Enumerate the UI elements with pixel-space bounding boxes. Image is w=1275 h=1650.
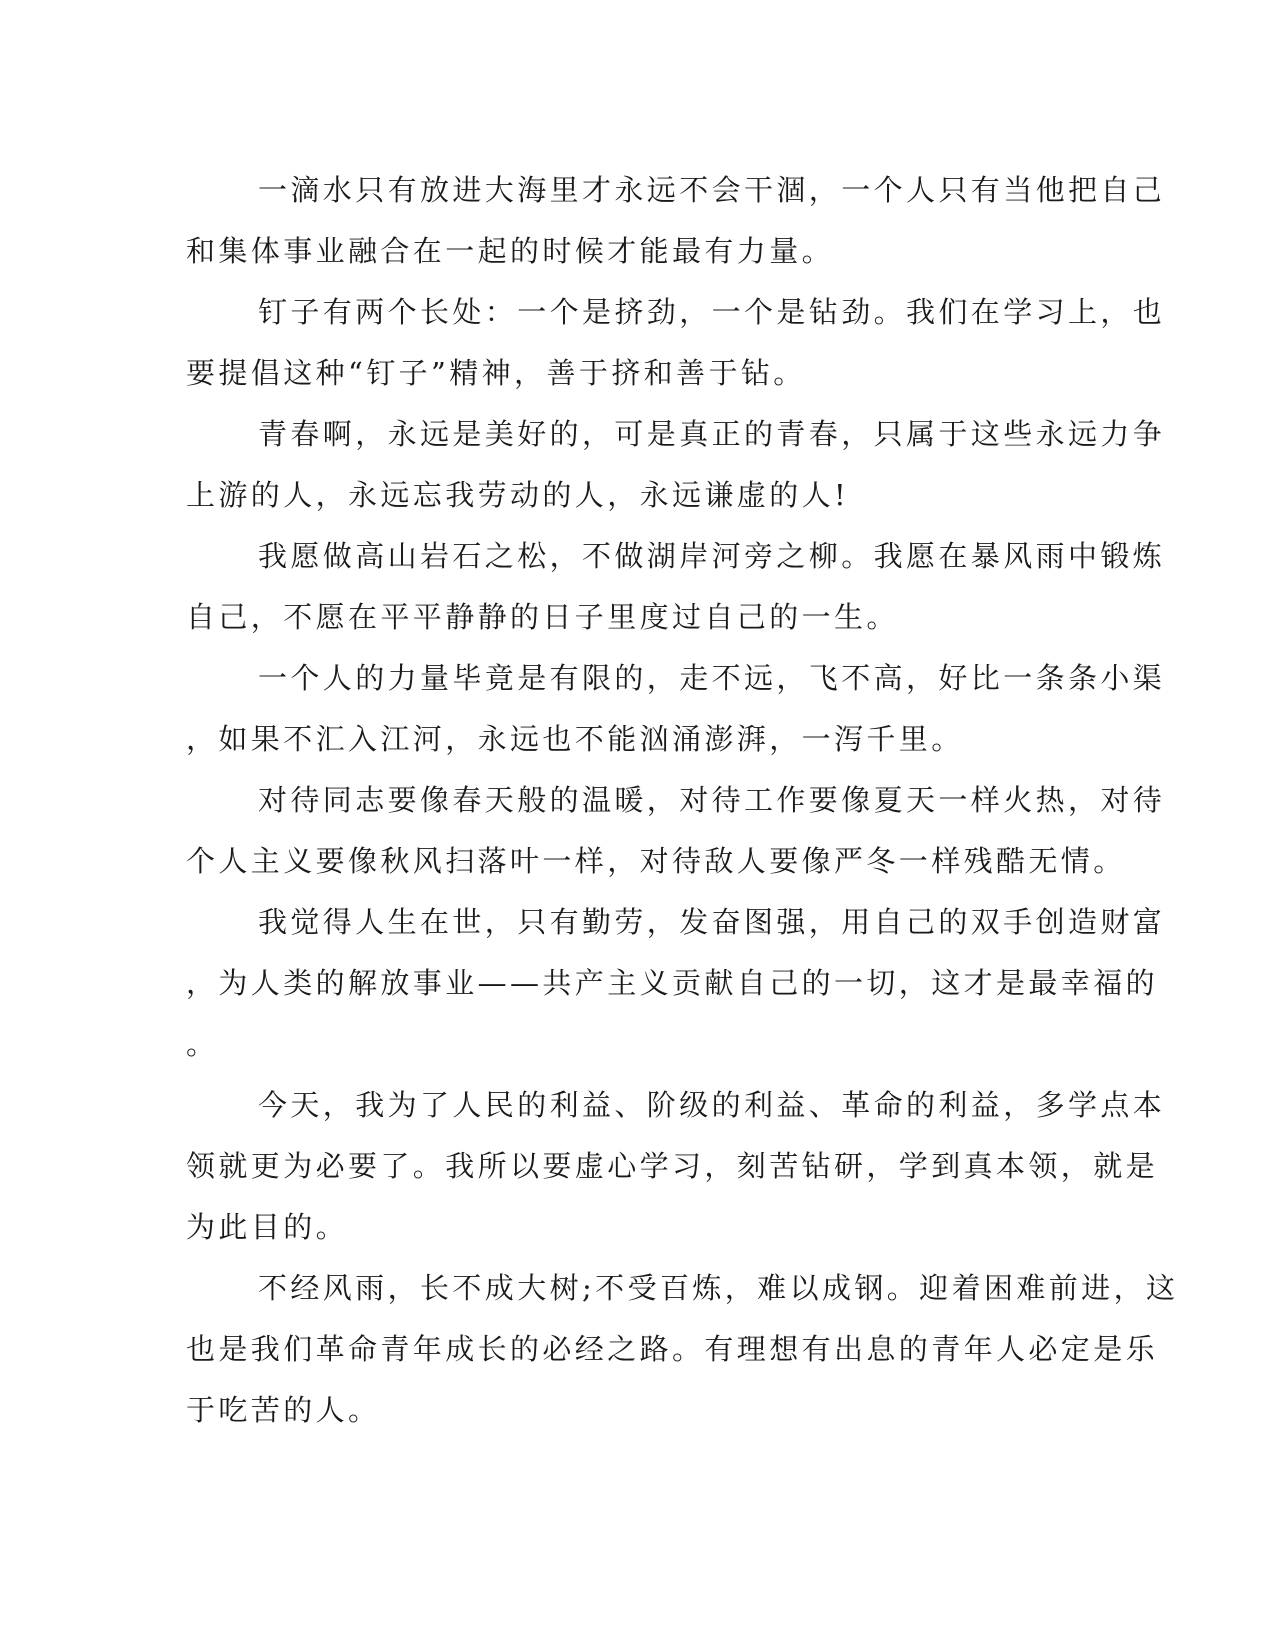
paragraph-line: 要提倡这种“钉子”精神，善于挤和善于钻。 xyxy=(186,356,806,390)
paragraph-line: ，如果不汇入江河，永远也不能汹涌澎湃，一泻千里。 xyxy=(186,722,964,756)
paragraph-line: 我愿做高山岩石之松，不做湖岸河旁之柳。我愿在暴风雨中锻炼 xyxy=(258,539,1166,573)
paragraph-line: 对待同志要像春天般的温暖，对待工作要像夏天一样火热，对待 xyxy=(258,783,1166,817)
paragraph-line: 不经风雨，长不成大树;不受百炼，难以成钢。迎着困难前进，这 xyxy=(258,1271,1179,1305)
paragraph-4 xyxy=(186,526,1166,648)
paragraph-line: 和集体事业融合在一起的时候才能最有力量。 xyxy=(186,234,835,268)
paragraph-line: 为此目的。 xyxy=(186,1210,349,1244)
paragraph-6 xyxy=(186,770,1166,892)
paragraph-8 xyxy=(186,1075,1166,1258)
paragraph-line: 个人主义要像秋风扫落叶一样，对待敌人要像严冬一样残酷无情。 xyxy=(186,844,1126,878)
paragraph-3 xyxy=(186,404,1166,526)
paragraph-line: 一滴水只有放进大海里才永远不会干涸，一个人只有当他把自己 xyxy=(258,173,1166,207)
paragraph-line: 一个人的力量毕竟是有限的，走不远，飞不高，好比一条条小渠 xyxy=(258,661,1166,695)
paragraph-line: 。 xyxy=(186,1027,219,1061)
paragraph-line: 上游的人，永远忘我劳动的人，永远谦虚的人! xyxy=(186,478,850,512)
paragraph-7 xyxy=(186,892,1166,1075)
document-body xyxy=(186,160,1179,1441)
paragraph-line: 于吃苦的人。 xyxy=(186,1393,381,1427)
paragraph-2 xyxy=(186,282,1166,404)
paragraph-line: 今天，我为了人民的利益、阶级的利益、革命的利益，多学点本 xyxy=(258,1088,1166,1122)
paragraph-line: 我觉得人生在世，只有勤劳，发奋图强，用自己的双手创造财富 xyxy=(258,905,1166,939)
paragraph-5 xyxy=(186,648,1166,770)
paragraph-1 xyxy=(186,160,1166,282)
paragraph-line: ，为人类的解放事业——共产主义贡献自己的一切，这才是最幸福的 xyxy=(186,966,1159,1000)
paragraph-line: 青春啊，永远是美好的，可是真正的青春，只属于这些永远力争 xyxy=(258,417,1166,451)
paragraph-line: 钉子有两个长处：一个是挤劲，一个是钻劲。我们在学习上，也 xyxy=(258,295,1166,329)
paragraph-9 xyxy=(186,1258,1179,1441)
paragraph-line: 自己，不愿在平平静静的日子里度过自己的一生。 xyxy=(186,600,899,634)
paragraph-line: 也是我们革命青年成长的必经之路。有理想有出息的青年人必定是乐 xyxy=(186,1332,1159,1366)
paragraph-line: 领就更为必要了。我所以要虚心学习，刻苦钻研，学到真本领，就是 xyxy=(186,1149,1159,1183)
